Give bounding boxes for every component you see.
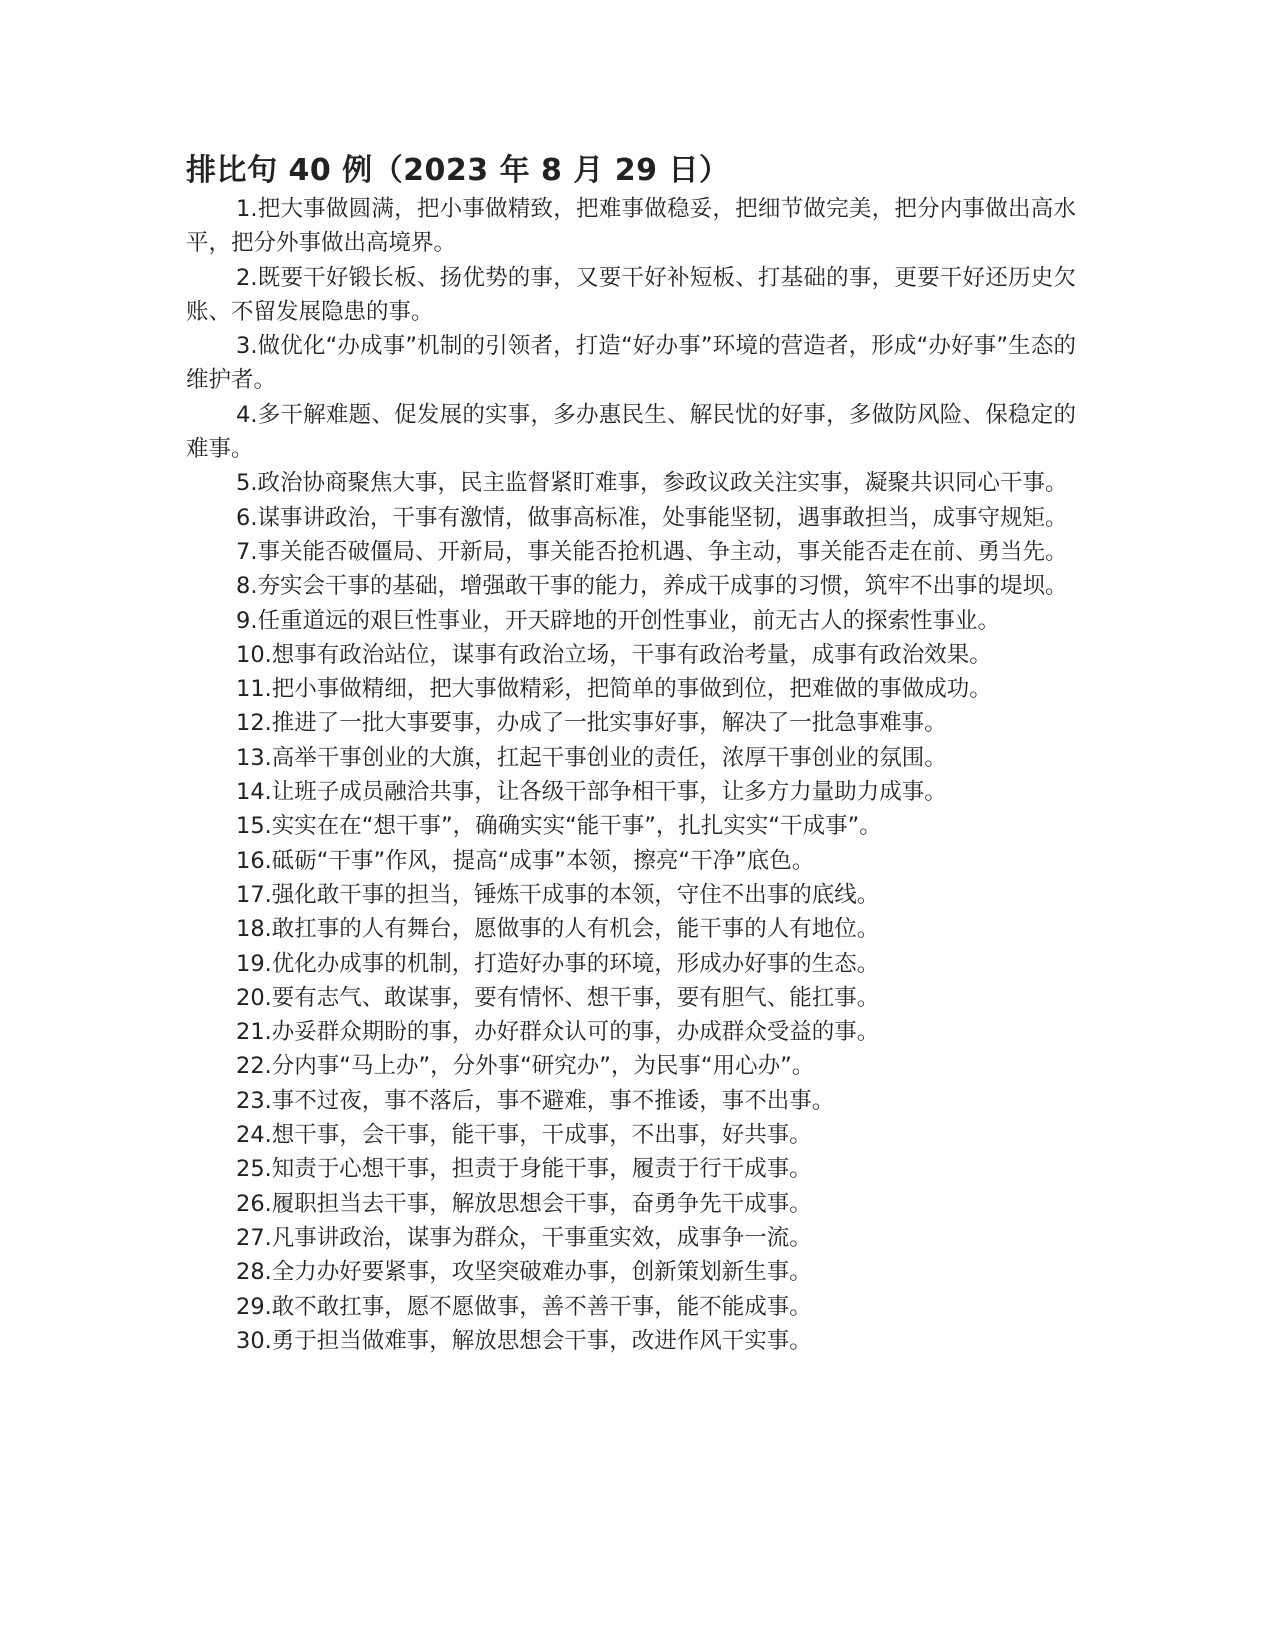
list-item: 19.优化办成事的机制，打造好办事的环境，形成办好事的生态。 bbox=[236, 950, 880, 977]
list-item: 21.办妥群众期盼的事，办好群众认可的事，办成群众受益的事。 bbox=[236, 1019, 880, 1046]
list-item: 17.强化敢干事的担当，锤炼干成事的本领，守住不出事的底线。 bbox=[236, 881, 880, 908]
list-item: 5.政治协商聚焦大事，民主监督紧盯难事，参政议政关注实事，凝聚共识同心干事。 bbox=[236, 470, 1068, 497]
list-item: 10.想事有政治站位，谋事有政治立场，干事有政治考量，成事有政治效果。 bbox=[236, 641, 992, 668]
list-item: 26.履职担当去干事，解放思想会干事，奋勇争先干成事。 bbox=[236, 1190, 812, 1217]
list-item: 22.分内事“马上办”，分外事“研究办”，为民事“用心办”。 bbox=[236, 1053, 815, 1080]
document-title: 排比句 40 例（2023 年 8 月 29 日） bbox=[186, 153, 730, 188]
list-item: 25.知责于心想干事，担责于身能干事，履责于行干成事。 bbox=[236, 1156, 812, 1183]
list-item: 24.想干事，会干事，能干事，干成事，不出事，好共事。 bbox=[236, 1122, 812, 1149]
list-item: 6.谋事讲政治，干事有激情，做事高标准，处事能坚韧，遇事敢担当，成事守规矩。 bbox=[236, 504, 1068, 531]
list-item: 23.事不过夜，事不落后，事不避难，事不推诿，事不出事。 bbox=[236, 1087, 835, 1114]
list-item: 13.高举干事创业的大旗，扛起干事创业的责任，浓厚干事创业的氛围。 bbox=[236, 744, 947, 771]
list-item: 29.敢不敢扛事，愿不愿做事，善不善干事，能不能成事。 bbox=[236, 1293, 812, 1320]
list-item: 2.既要干好锻长板、扬优势的事，又要干好补短板、打基础的事，更要干好还历史欠账、不留发展隐患的事。 bbox=[186, 264, 1076, 325]
list-item: 20.要有志气、敢谋事，要有情怀、想干事，要有胆气、能扛事。 bbox=[236, 984, 880, 1011]
list-item: 3.做优化“办成事”机制的引领者，打造“好办事”环境的营造者，形成“办好事”生态的维护者。 bbox=[186, 333, 1076, 394]
list-item: 4.多干解难题、促发展的实事，多办惠民生、解民忧的好事，多做防风险、保稳定的难事。 bbox=[186, 401, 1076, 463]
list-item: 15.实实在在“想干事”，确确实实“能干事”，扎扎实实“干成事”。 bbox=[236, 813, 882, 840]
list-item: 30.勇于担当做难事，解放思想会干事，改进作风干实事。 bbox=[236, 1327, 812, 1354]
list-item: 11.把小事做精细，把大事做精彩，把简单的事做到位，把难做的事做成功。 bbox=[236, 676, 992, 703]
list-item: 14.让班子成员融洽共事，让各级干部争相干事，让多方力量助力成事。 bbox=[236, 779, 947, 806]
list-item: 27.凡事讲政治，谋事为群众，干事重实效，成事争一流。 bbox=[236, 1224, 812, 1251]
list-item: 8.夯实会干事的基础，增强敢干事的能力，养成干成事的习惯，筑牢不出事的堤坝。 bbox=[236, 573, 1068, 600]
list-item: 16.砥砺“干事”作风，提高“成事”本领，擦亮“干净”底色。 bbox=[236, 847, 815, 874]
list-item: 18.敢扛事的人有舞台，愿做事的人有机会，能干事的人有地位。 bbox=[236, 916, 880, 943]
document-page bbox=[186, 150, 1076, 1358]
list-item: 28.全力办好要紧事，攻坚突破难办事，创新策划新生事。 bbox=[236, 1259, 812, 1286]
list-item: 12.推进了一批大事要事，办成了一批实事好事，解决了一批急事难事。 bbox=[236, 710, 947, 737]
list-item: 9.任重道远的艰巨性事业，开天辟地的开创性事业，前无古人的探索性事业。 bbox=[236, 607, 1000, 634]
list-item: 7.事关能否破僵局、开新局，事关能否抢机遇、争主动，事关能否走在前、勇当先。 bbox=[236, 538, 1068, 565]
list-item: 1.把大事做圆满，把小事做精致，把难事做稳妥，把细节做完美，把分内事做出高水平，把分外事做出高境界。 bbox=[186, 196, 1076, 257]
item-list bbox=[186, 192, 1076, 1358]
